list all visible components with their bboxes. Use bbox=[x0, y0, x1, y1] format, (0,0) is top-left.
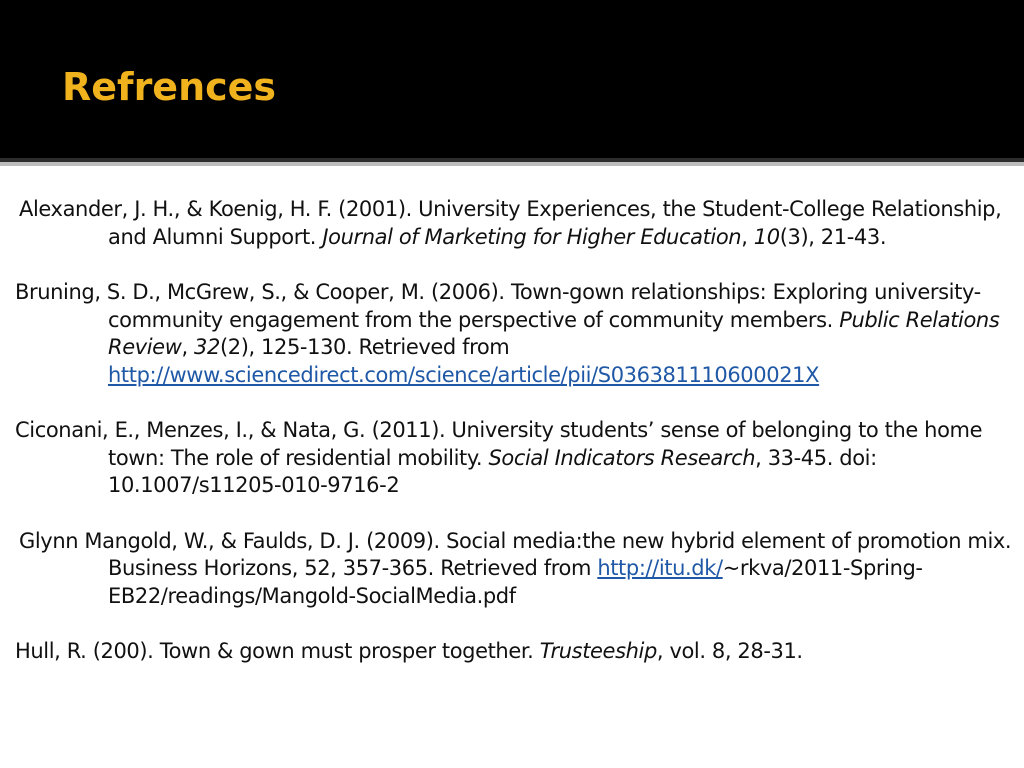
journal-title: Social Indicators Research bbox=[488, 445, 756, 470]
reference-alexander bbox=[19, 196, 1019, 251]
separator: , bbox=[181, 335, 195, 359]
reference-link[interactable]: http://itu.dk/ bbox=[597, 556, 723, 580]
reference-ciconani bbox=[15, 417, 1019, 500]
reference-tail: , vol. 8, 28-31. bbox=[656, 639, 803, 663]
reference-text: Hull, R. (200). Town & gown must prosper together. bbox=[15, 639, 540, 663]
reference-tail: ~rkva/2011-Spring-EB22/readings/Mangold-SocialMedia.pdf bbox=[108, 556, 923, 608]
journal-title: Trusteeship bbox=[539, 639, 657, 663]
slide-title: Refrences bbox=[62, 65, 277, 109]
reference-tail: (3), 21-43. bbox=[779, 224, 887, 249]
references-list bbox=[15, 196, 1019, 694]
reference-text: Ciconani, E., Menzes, I., & Nata, G. (2011). University students’ sense of belonging to the home town: The role of residential mobility. bbox=[15, 418, 983, 470]
journal-title: Public Relations Review bbox=[108, 307, 1000, 359]
reference-text: Alexander, J. H., & Koenig, H. F. (2001). University Experiences, the Student-College Relationship, and Alumni Support. bbox=[19, 197, 1002, 249]
volume: 32 bbox=[194, 335, 220, 359]
slide-header bbox=[0, 0, 1024, 158]
header-divider-light bbox=[0, 162, 1024, 166]
reference-glynn-mangold bbox=[19, 528, 1019, 611]
reference-text: Bruning, S. D., McGrew, S., & Cooper, M. (2006). Town-gown relationships: Exploring university-community engagement from the perspective of community members. bbox=[15, 280, 981, 332]
journal-title: Journal of Marketing for Higher Education bbox=[322, 224, 742, 249]
reference-hull bbox=[15, 638, 1019, 666]
reference-bruning bbox=[15, 279, 1019, 389]
reference-tail: , 33-45. doi: 10.1007/s11205-010-9716-2 bbox=[108, 445, 877, 497]
reference-text: Glynn Mangold, W., & Faulds, D. J. (2009). Social media:the new hybrid element of promotion mix. Business Horizons, 52, 357-365. Retrieved from bbox=[19, 528, 1012, 580]
separator: , bbox=[741, 224, 754, 249]
reference-tail: (2), 125-130. Retrieved from bbox=[219, 335, 510, 359]
volume: 10 bbox=[753, 224, 780, 249]
reference-link[interactable]: http://www.sciencedirect.com/science/article/pii/S036381110600021X bbox=[108, 362, 820, 387]
